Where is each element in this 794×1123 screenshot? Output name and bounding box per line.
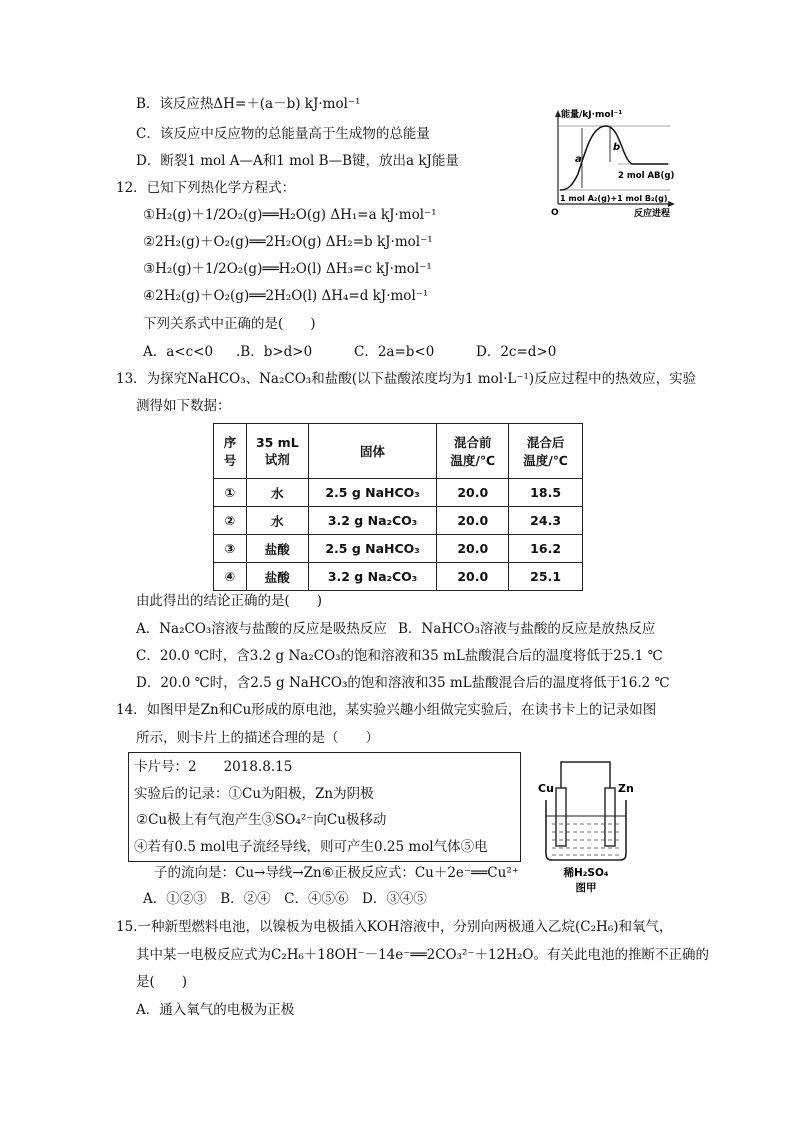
q14-options: A．①②③ B．②④ C．④⑤⑥ D．③④⑤ [143, 891, 427, 907]
header-temp-before: 混合前 温度/℃ [437, 424, 509, 479]
card-line-1: 卡片号：2 2018.8.15 [134, 759, 293, 775]
figure-caption: 图甲 [575, 882, 597, 894]
q12-eq3: ③H₂(g)＋1/2O₂(g)══H₂O(l) ΔH₃=c kJ·mol⁻¹ [143, 261, 432, 277]
card-line-2: 实验后的记录：①Cu为阳极，Zn为阴极 [134, 786, 374, 802]
q12-option-a: A．a<c<0 [143, 344, 214, 360]
q13-stem-2: 测得如下数据： [136, 398, 231, 414]
q14-stem-2: 所示，则卡片上的描述合理的是（ ） [136, 730, 379, 746]
table-row: ② 水 3.2 g Na₂CO₃ 20.0 24.3 [214, 507, 583, 535]
energy-diagram [548, 104, 678, 219]
q13-question: 由此得出的结论正确的是( ) [136, 593, 323, 609]
q12-option-b: .B．b>d>0 [236, 344, 313, 360]
card-line-4: ④若有0.5 mol电子流经导线，则可产生0.25 mol气体⑤电 [134, 839, 488, 855]
q11-option-b: B．该反应热ΔH=＋(a－b) kJ·mol⁻¹ [136, 96, 361, 112]
q12-option-c: C．2a=b<0 [354, 344, 435, 360]
zn-electrode-label: Zn [618, 782, 634, 795]
label-b: b [613, 142, 621, 153]
q13-stem-1: 13．为探究NaHCO₃、Na₂CO₃和盐酸(以下盐酸浓度均为1 mol·L⁻¹)反应过程中的热效应，实验 [116, 371, 697, 387]
header-temp-after: 混合后 温度/℃ [509, 424, 583, 479]
q12-eq4: ④2H₂(g)＋O₂(g)══2H₂O(l) ΔH₄=d kJ·mol⁻¹ [143, 288, 429, 304]
reactant-label: 1 mol A₂(g)+1 mol B₂(g) [560, 194, 668, 203]
q12-option-d: D．2c=d>0 [476, 344, 557, 360]
table-row: ④ 盐酸 3.2 g Na₂CO₃ 20.0 25.1 [214, 563, 583, 591]
q11-option-c: C．该反应中反应物的总能量高于生成物的总能量 [136, 126, 430, 142]
q12-question: 下列关系式中正确的是( ) [143, 316, 316, 332]
q15-stem-1: 15.一种新型燃料电池，以镍板为电极插入KOH溶液中，分别向两极通入乙烷(C₂H₆)和氧气， [116, 919, 673, 935]
q15-option-a: A．通入氧气的电极为正极 [136, 1002, 295, 1018]
q12-eq1: ①H₂(g)＋1/2O₂(g)══H₂O(g) ΔH₁=a kJ·mol⁻¹ [143, 207, 437, 223]
header-solid: 固体 [308, 424, 437, 479]
galvanic-cell-diagram [536, 748, 640, 898]
q13-option-b: B．NaHCO₃溶液与盐酸的反应是放热反应 [398, 621, 656, 637]
q15-stem-2: 其中某一电极反应式为C₂H₆＋18OH⁻－14e⁻══2CO₃²⁻＋12H₂O。有关此电池的推断不正确的 [136, 947, 709, 963]
table-header-row [214, 424, 583, 479]
product-label: 2 mol AB(g) [618, 171, 675, 181]
q12-eq2: ②2H₂(g)＋O₂(g)══2H₂O(g) ΔH₂=b kJ·mol⁻¹ [143, 234, 433, 250]
q13-option-a: A．Na₂CO₃溶液与盐酸的反应是吸热反应 [136, 621, 387, 637]
table-row: ① 水 2.5 g NaHCO₃ 20.0 18.5 [214, 479, 583, 507]
header-reagent: 35 mL 试剂 [246, 424, 308, 479]
q12-stem: 12．已知下列热化学方程式： [116, 180, 296, 196]
experiment-table [213, 423, 583, 591]
acid-label: 稀H₂SO₄ [563, 867, 609, 879]
q15-stem-3: 是( ) [136, 974, 188, 990]
q13-option-c: C．20.0 ℃时，含3.2 g Na₂CO₃的饱和溶液和35 mL盐酸混合后的温度将低于25.1 ℃ [136, 648, 663, 664]
energy-axis-label: 能量/kJ·mol⁻¹ [561, 110, 623, 120]
progress-axis-label: 反应进程 [634, 209, 671, 219]
header-number: 序 号 [214, 424, 247, 479]
label-a: a [575, 154, 582, 165]
card-line-3: ②Cu极上有气泡产生③SO₄²⁻向Cu极移动 [136, 812, 387, 828]
origin-label: O [551, 208, 559, 218]
q14-stem-1: 14．如图甲是Zn和Cu形成的原电池，某实验兴趣小组做完实验后，在读书卡上的记录如图 [116, 702, 657, 718]
q13-option-d: D．20.0 ℃时，含2.5 g NaHCO₃的饱和溶液和35 mL盐酸混合后的温度将低于16.2 ℃ [136, 675, 670, 691]
q11-option-d: D．断裂1 mol A—A和1 mol B—B键，放出a kJ能量 [136, 153, 459, 169]
card-line-5: 子的流向是：Cu→导线→Zn⑥正极反应式：Cu＋2e⁻══Cu²⁺ [154, 865, 519, 881]
cu-electrode-label: Cu [538, 782, 554, 795]
table-row: ③ 盐酸 2.5 g NaHCO₃ 20.0 16.2 [214, 535, 583, 563]
